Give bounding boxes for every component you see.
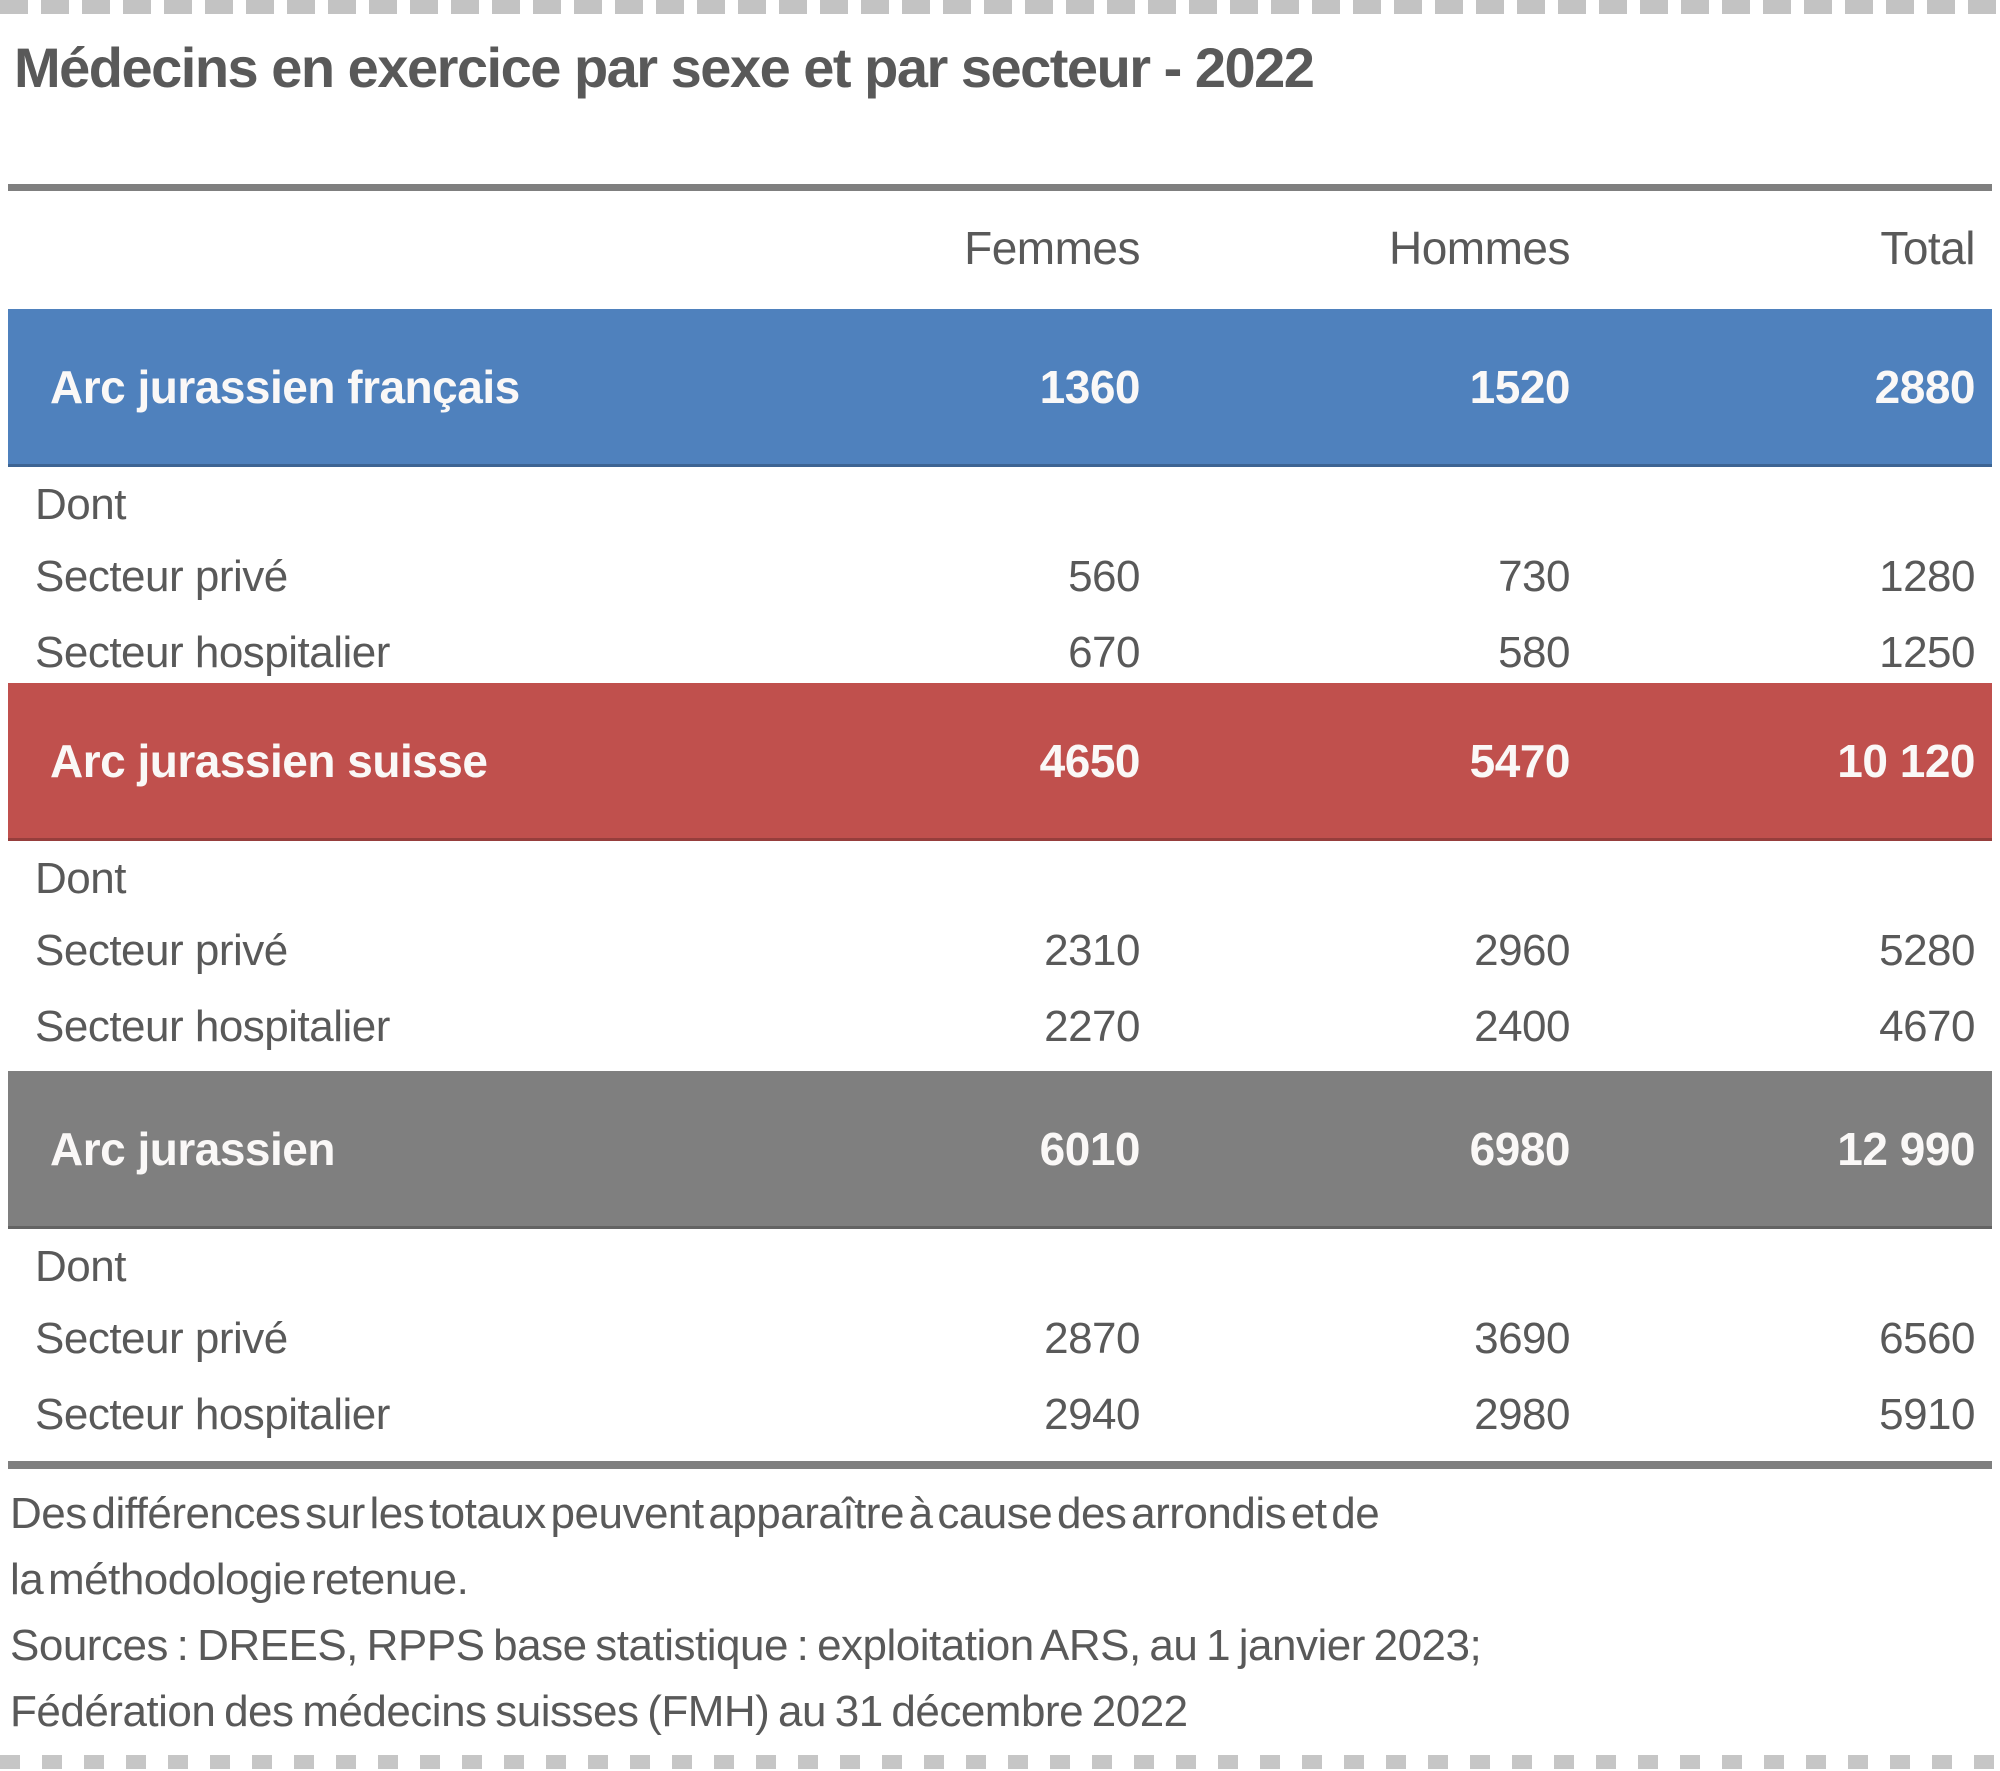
total-value: 4670 xyxy=(1879,1002,1975,1051)
femmes-value: 2940 xyxy=(1044,1390,1140,1439)
section-femmes-value: 6010 xyxy=(1039,1122,1140,1175)
table-header-row xyxy=(8,191,1992,309)
table-row-secteur-prive xyxy=(8,905,1992,981)
row-label: Secteur privé xyxy=(35,552,288,601)
table-row-secteur-hospitalier xyxy=(8,607,1992,683)
table-row-secteur-hospitalier xyxy=(8,1369,1992,1445)
hommes-value: 3690 xyxy=(1474,1314,1570,1363)
section-hommes-value: 6980 xyxy=(1469,1122,1570,1175)
column-header-femmes: Femmes xyxy=(964,222,1140,274)
section-row-arc-jurassien-francais xyxy=(8,309,1992,467)
table-row-secteur-hospitalier xyxy=(8,981,1992,1057)
row-label: Secteur privé xyxy=(35,1314,288,1363)
section-gap xyxy=(8,1057,1992,1071)
hommes-value: 730 xyxy=(1498,552,1570,601)
section-total-value: 10 120 xyxy=(1837,734,1975,787)
dont-label: Dont xyxy=(35,1242,126,1291)
footnotes xyxy=(10,1481,1980,1745)
page-title: Médecins en exercice par sexe et par secteur - 2022 xyxy=(14,36,1314,99)
hommes-value: 2960 xyxy=(1474,926,1570,975)
section-hommes-value: 1520 xyxy=(1469,360,1570,413)
top-dashed-border xyxy=(0,0,2000,14)
femmes-value: 2870 xyxy=(1044,1314,1140,1363)
rounding-note-line1: Des différences sur les totaux peuvent apparaître à cause des arrondis et de xyxy=(10,1489,1380,1538)
total-value: 5280 xyxy=(1879,926,1975,975)
section-femmes-value: 1360 xyxy=(1039,360,1140,413)
row-label: Secteur hospitalier xyxy=(35,628,390,677)
section-label: Arc jurassien suisse xyxy=(50,734,488,787)
sources-note-line2: Fédération des médecins suisses (FMH) au 31 décembre 2022 xyxy=(10,1687,1188,1736)
rounding-note-line2: la méthodologie retenue. xyxy=(10,1555,469,1604)
femmes-value: 2270 xyxy=(1044,1002,1140,1051)
header-spacer-cell xyxy=(8,221,575,275)
column-header-hommes: Hommes xyxy=(1388,222,1570,274)
table-row-secteur-prive xyxy=(8,531,1992,607)
section-row-arc-jurassien-suisse xyxy=(8,683,1992,841)
section-hommes-value: 5470 xyxy=(1469,734,1570,787)
femmes-value: 2310 xyxy=(1044,926,1140,975)
dont-label: Dont xyxy=(35,854,126,903)
total-value: 6560 xyxy=(1879,1314,1975,1363)
section-femmes-value: 4650 xyxy=(1039,734,1140,787)
table-bottom-divider xyxy=(8,1461,1992,1469)
femmes-value: 670 xyxy=(1068,628,1140,677)
total-value: 1280 xyxy=(1879,552,1975,601)
title-divider xyxy=(8,184,1992,191)
bottom-spacer xyxy=(0,1745,2000,1755)
doctors-table xyxy=(8,191,1992,1445)
bottom-dashed-border xyxy=(0,1755,2000,1769)
total-value: 5910 xyxy=(1879,1390,1975,1439)
dont-row xyxy=(8,841,1992,905)
section-total-value: 2880 xyxy=(1874,360,1975,413)
femmes-value: 560 xyxy=(1068,552,1140,601)
dont-row xyxy=(8,467,1992,531)
row-label: Secteur hospitalier xyxy=(35,1390,390,1439)
hommes-value: 580 xyxy=(1498,628,1570,677)
section-row-arc-jurassien xyxy=(8,1071,1992,1229)
column-header-total: Total xyxy=(1880,222,1975,274)
dont-label: Dont xyxy=(35,480,126,529)
sources-note xyxy=(10,1613,1980,1745)
sources-note-line1: Sources : DREES, RPPS base statistique : exploitation ARS, au 1 janvier 2023; xyxy=(10,1621,1482,1670)
dont-row xyxy=(8,1229,1992,1293)
hommes-value: 2980 xyxy=(1474,1390,1570,1439)
row-label: Secteur privé xyxy=(35,926,288,975)
total-value: 1250 xyxy=(1879,628,1975,677)
table-row-secteur-prive xyxy=(8,1293,1992,1369)
row-label: Secteur hospitalier xyxy=(35,1002,390,1051)
section-label: Arc jurassien français xyxy=(50,360,520,413)
section-total-value: 12 990 xyxy=(1837,1122,1975,1175)
section-label: Arc jurassien xyxy=(50,1122,335,1175)
rounding-note xyxy=(10,1481,1980,1613)
hommes-value: 2400 xyxy=(1474,1002,1570,1051)
